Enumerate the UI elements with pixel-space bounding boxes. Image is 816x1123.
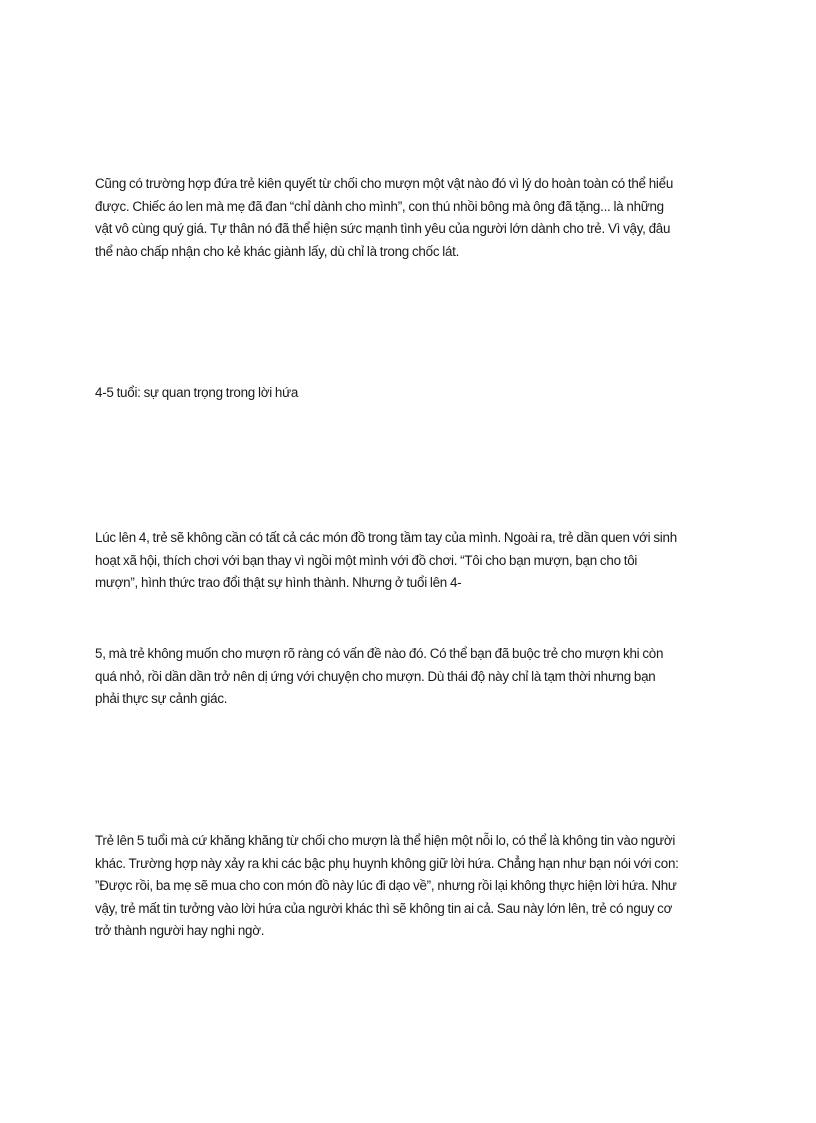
paragraph-line: vật vô cùng quý giá. Tự thân nó đã thể hiện sức mạnh tình yêu của người lớn dành cho trẻ. Vì vậy, đâu [95, 221, 671, 236]
paragraph-line: Cũng có trường hợp đứa trẻ kiên quyết từ chối cho mượn một vật nào đó vì lý do hoàn toàn có thể hiểu [95, 176, 674, 191]
paragraph-line: mượn”, hình thức trao đổi thật sự hình thành. Nhưng ở tuổi lên 4- [95, 575, 462, 590]
section-heading-4-5-years [95, 382, 725, 405]
paragraph-line: 5, mà trẻ không muốn cho mượn rõ ràng có vấn đề nào đó. Có thể bạn đã buộc trẻ cho mượn khi còn [95, 646, 664, 661]
paragraph-age-5-refusal [95, 643, 725, 711]
paragraph-line: Trẻ lên 5 tuổi mà cứ khăng khăng từ chối cho mượn là thể hiện một nỗi lo, có thể là không tin vào người [95, 833, 676, 848]
paragraph-line: quá nhỏ, rồi dần dần trở nên dị ứng với chuyện cho mượn. Dù thái độ này chỉ là tạm thời nhưng bạn [95, 668, 656, 684]
paragraph-borrowing-refusal [95, 173, 725, 263]
paragraph-line: Lúc lên 4, trẻ sẽ không cần có tất cả các món đồ trong tầm tay của mình. Ngoài ra, trẻ dần quen với sinh [95, 530, 677, 545]
paragraph-line: ”Được rồi, ba mẹ sẽ mua cho con món đồ này lúc đi dạo về”, nhưng rồi lại không thực hiện lời hứa. Như [95, 878, 677, 893]
paragraph-line: được. Chiếc áo len mà mẹ đã đan “chỉ dành cho mình”, con thú nhồi bông mà ông đã tặng... là những [95, 198, 664, 214]
paragraph-broken-promises [95, 830, 725, 943]
paragraph-line: trở thành người hay nghi ngờ. [95, 923, 265, 938]
paragraph-line: hoạt xã hội, thích chơi với bạn thay vì ngồi một mình với đồ chơi. “Tôi cho bạn mượn, bạn cho tôi [95, 552, 638, 568]
paragraph-line: thể nào chấp nhận cho kẻ khác giành lấy, dù chỉ là trong chốc lát. [95, 243, 460, 259]
paragraph-age-4 [95, 527, 725, 595]
heading-text: 4-5 tuổi: sự quan trọng trong lời hứa [95, 385, 299, 400]
paragraph-line: phải thực sự cảnh giác. [95, 691, 228, 706]
paragraph-line: vậy, trẻ mất tin tưởng vào lời hứa của người khác thì sẽ không tin ai cả. Sau này lớn lên, trẻ có nguy cơ [95, 900, 673, 916]
paragraph-line: khác. Trường hợp này xảy ra khi các bậc phụ huynh không giữ lời hứa. Chẳng hạn như bạn nói với con: [95, 855, 679, 871]
